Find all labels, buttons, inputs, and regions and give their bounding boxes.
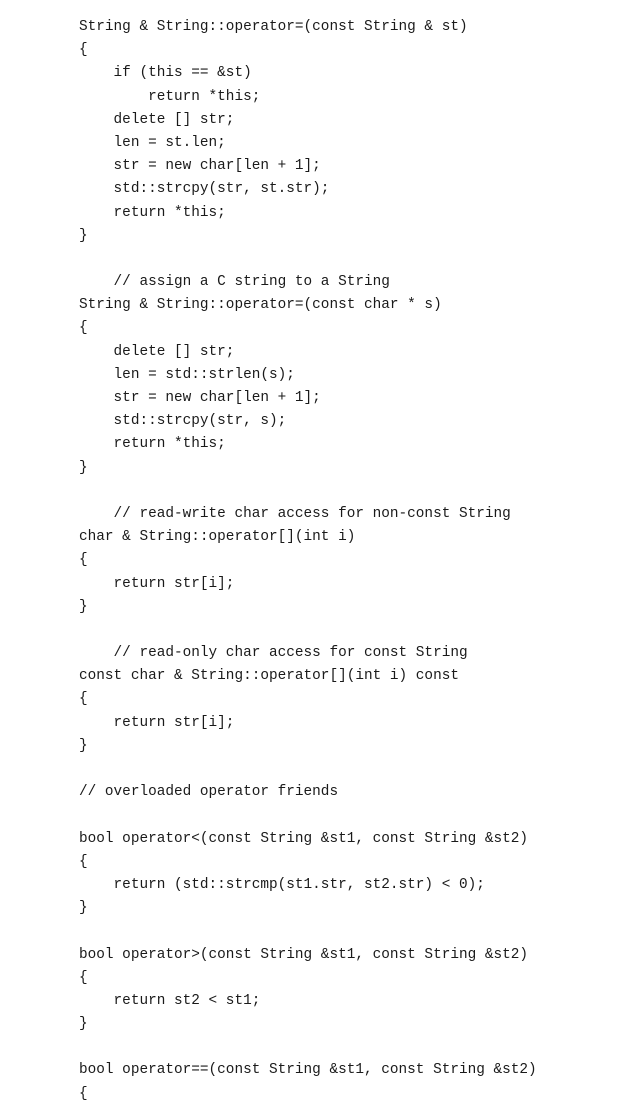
code-line: } (79, 459, 88, 476)
code-line: return *this; (79, 88, 261, 105)
code-line: String & String::operator=(const char * s) (79, 297, 442, 314)
code-line (79, 804, 537, 827)
code-line: len = st.len; (79, 134, 226, 151)
code-line: } (79, 598, 88, 615)
code-line: { (79, 691, 88, 708)
code-line (79, 920, 537, 943)
code-comment-line: // read-write char access for non-const String (79, 505, 511, 522)
code-line: { (79, 969, 88, 986)
code-line: return *this; (79, 436, 226, 453)
code-line: { (79, 552, 88, 569)
code-line (79, 248, 537, 271)
code-line: str = new char[len + 1]; (79, 390, 321, 406)
code-line (79, 758, 537, 781)
code-line: std::strcpy(str, st.str); (79, 181, 330, 198)
code-line: { (79, 853, 88, 870)
code-line: str = new char[len + 1]; (79, 158, 321, 175)
code-line: bool operator<(const String &st1, const String &st2) (79, 830, 529, 847)
code-comment-line: // overloaded operator friends (79, 784, 339, 801)
code-line: } (79, 900, 88, 917)
code-line: bool operator==(const String &st1, const String &st2) (79, 1062, 537, 1079)
code-line: const char & String::operator[](int i) const (79, 668, 459, 685)
code-line: return st2 < st1; (79, 992, 261, 1009)
code-line: } (79, 737, 88, 754)
code-line: } (79, 1016, 88, 1033)
code-listing (79, 16, 537, 1106)
code-line (79, 619, 537, 642)
code-line: delete [] str; (79, 343, 235, 360)
code-line: return *this; (79, 204, 226, 221)
code-line: return (std::strcmp(st1.str, st2.str) < 0); (79, 876, 485, 893)
code-line: bool operator>(const String &st1, const String &st2) (79, 946, 529, 963)
code-line: { (79, 1085, 88, 1102)
code-line: std::strcpy(str, s); (79, 413, 287, 430)
code-line: return str[i]; (79, 575, 235, 592)
code-comment-line: // assign a C string to a String (79, 274, 390, 291)
code-comment-line: // read-only char access for const String (79, 645, 468, 662)
code-line: String & String::operator=(const String & st) (79, 19, 468, 35)
code-line: { (79, 320, 88, 337)
code-line (79, 1036, 537, 1059)
code-line (79, 480, 537, 503)
code-line: if (this == &st) (79, 65, 252, 82)
code-line: { (79, 42, 88, 59)
code-line: len = std::strlen(s); (79, 366, 295, 383)
code-line: return str[i]; (79, 714, 235, 731)
code-line: } (79, 227, 88, 244)
code-line: delete [] str; (79, 111, 235, 128)
code-line: char & String::operator[](int i) (79, 529, 356, 546)
